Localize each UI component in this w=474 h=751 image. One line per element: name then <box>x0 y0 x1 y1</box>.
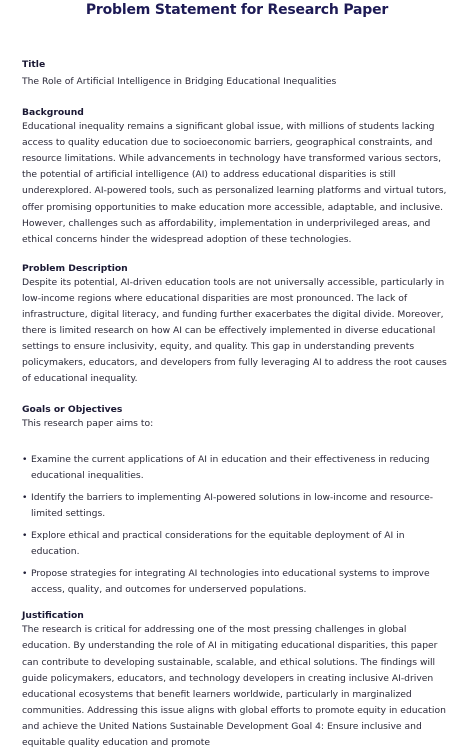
section-heading-goals: Goals or Objectives <box>22 403 123 415</box>
bullet-icon: • <box>22 453 28 465</box>
goal-text: Identify the barriers to implementing AI-powered solutions in low-income and resource-limited settings. <box>31 491 434 519</box>
section-goals <box>22 403 452 599</box>
paper-title-text: The Role of Artificial Intelligence in Bridging Educational Inequalities <box>22 76 337 87</box>
goal-text: Propose strategies for integrating AI technologies into educational systems to improve access, quality, and outcomes for underserved populations. <box>31 568 430 596</box>
list-item <box>22 566 452 598</box>
goals-list <box>22 452 452 599</box>
justification-paragraph: The research is critical for addressing one of the most pressing challenges in global education. By understanding the role of AI in mitigating educational disparities, this paper can contribute to developing sustainable, scalable, and ethical solutions. The findings will guide policymakers, educators, and technology developers in creating inclusive AI-driven educational ecosystems that benefit learners worldwide, particularly in marginalized communities. Addressing this issue aligns with global efforts to promote equity in education and achieve the United Nations Sustainable Development Goal 4: Ensure inclusive and equitable quality education and promote <box>22 624 446 748</box>
section-background <box>22 106 452 248</box>
document-title: Problem Statement for Research Paper <box>85 2 389 18</box>
goals-intro: This research paper aims to: <box>22 417 154 429</box>
goal-text: Examine the current applications of AI in education and their effectiveness in reducing educational inequalities. <box>31 453 430 481</box>
list-item <box>22 452 452 484</box>
goal-text: Explore ethical and practical considerations for the equitable deployment of AI in education. <box>31 529 405 558</box>
section-heading-justification: Justification <box>22 610 84 622</box>
bullet-icon: • <box>22 491 28 503</box>
list-item <box>22 490 452 522</box>
section-title <box>22 58 452 90</box>
document-body <box>22 58 452 751</box>
section-problem-description <box>22 262 452 388</box>
bullet-icon: • <box>22 568 28 580</box>
list-item <box>22 528 452 560</box>
background-paragraph: Educational inequality remains a significant global issue, with millions of students lacking access to quality education due to socioeconomic barriers, geographical constraints, and resource limitations. While advancements in technology have transformed various sectors, the potential of artificial intelligence (AI) to address educational disparities is still underexplored. AI-powered tools, such as personalized learning platforms and virtual tutors, offer promising opportunities to make education more accessible, adaptable, and inclusive. However, challenges such as affordability, implementation in underprivileged areas, and ethical concerns hinder the widespread adoption of these technologies. <box>22 121 447 245</box>
problem-paragraph: Despite its potential, AI-driven education tools are not universally accessible, particularly in low-income regions where educational disparities are most pronounced. The lack of infrastructure, digital literacy, and funding further exacerbates the digital divide. Moreover, there is limited research on how AI can be effectively implemented in diverse educational settings to ensure inclusivity, equity, and quality. This gap in understanding prevents policymakers, educators, and developers from fully leveraging AI to address the root causes of educational inequality. <box>22 276 447 385</box>
section-heading-problem: Problem Description <box>22 262 128 274</box>
section-justification <box>22 609 452 751</box>
section-heading-background: Background <box>22 107 84 119</box>
section-heading-title: Title <box>22 59 46 70</box>
bullet-icon: • <box>22 529 28 541</box>
